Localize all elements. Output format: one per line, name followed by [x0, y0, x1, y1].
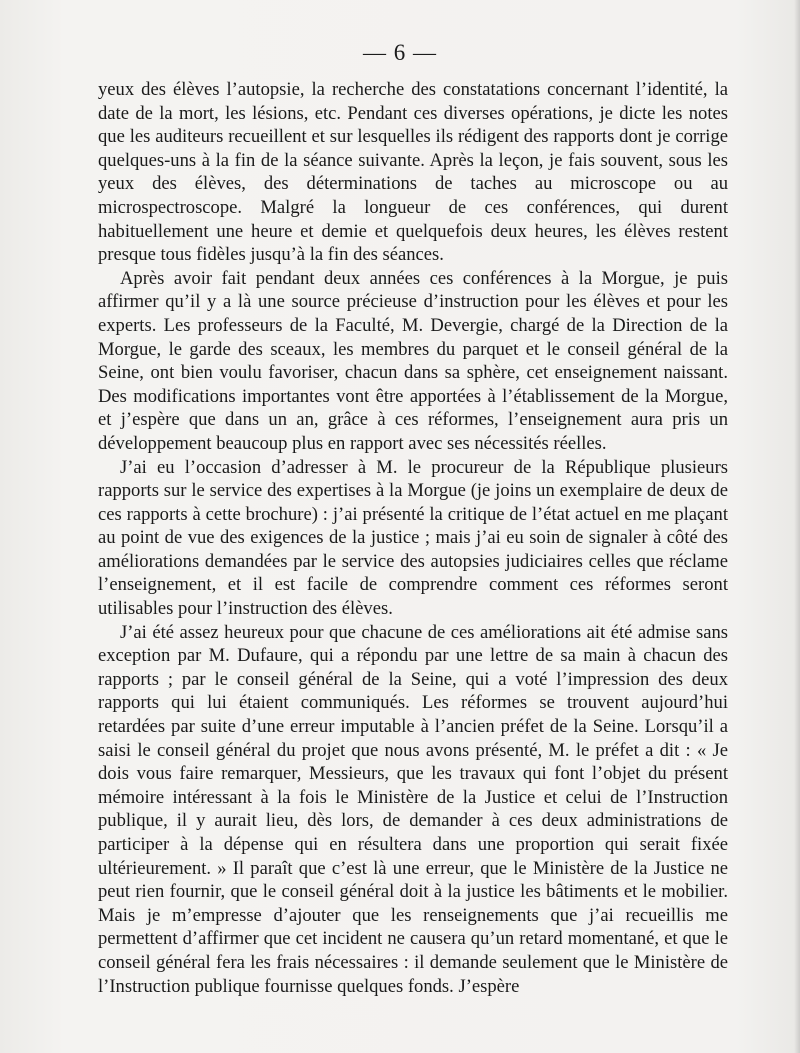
paragraph-4: J’ai été assez heureux pour que chacune de ces améliorations ait été admise sans exception par M. Dufaure, qui a répondu par une lettre de sa main à chacun des rapports ; par le conseil général de la Seine, qui a voté l’impression des deux rapports qui lui étaient communiqués. Les réformes se trouvent aujourd’hui retardées par suite d’une erreur imputable à l’ancien préfet de la Seine. Lorsqu’il a saisi le conseil général du projet que nous avons présenté, M. le préfet a dit : « Je dois vous faire remarquer, Messieurs, que les travaux qui font l’objet du présent mémoire intéressant à la fois le Ministère de la Justice et celui de l’Instruction publique, il y aurait lieu, dès lors, de demander à ces deux administrations de participer à la dépense qui en résultera dans une proportion qui serait fixée ultérieurement. » Il paraît que c’est là une erreur, que le Ministère de la Justice ne peut rien fournir, que le conseil général doit à la justice les bâtiments et le mobilier. Mais je m’empresse d’ajouter que les renseignements que j’ai recueillis me permettent d’affirmer que cet incident ne causera qu’un retard momentané, et que le conseil général fera les frais nécessaires : il demande seulement que le Ministère de l’Instruction publique fournisse quelques fonds. J’espère: [98, 621, 728, 997]
body-text: [98, 78, 728, 998]
paragraph-3: J’ai eu l’occasion d’adresser à M. le procureur de la République plusieurs rapports sur le service des expertises à la Morgue (je joins un exemplaire de deux de ces rapports à cette brochure) : j’ai présenté la critique de l’état actuel en me plaçant au point de vue des exigences de la justice ; mais j’ai eu soin de signaler à côté des améliorations demandées par le service des autopsies judiciaires celles que réclame l’enseignement, et il est facile de comprendre comment ces réformes seront utilisables pour l’instruction des élèves.: [98, 456, 728, 620]
page-number: — 6 —: [363, 40, 437, 65]
paragraph-1: yeux des élèves l’autopsie, la recherche des constatations concernant l’identité, la date de la mort, les lésions, etc. Pendant ces diverses opérations, je dicte les notes que les auditeurs recueillent et sur lesquelles ils rédigent des rapports dont je corrige quelques-uns à la fin de la séance suivante. Après la leçon, je fais souvent, sous les yeux des élèves, des déterminations de taches au microscope ou au microspectroscope. Malgré la longueur de ces conférences, qui durent habituellement une heure et demie et quelquefois deux heures, les élèves restent presque tous fidèles jusqu’à la fin des séances.: [98, 79, 728, 266]
page-edge-shadow: [794, 0, 800, 1053]
paragraph-2: Après avoir fait pendant deux années ces conférences à la Morgue, je puis affirmer qu’il y a là une source précieuse d’instruction pour les élèves et pour les experts. Les professeurs de la Faculté, M. Devergie, chargé de la Direction de la Morgue, le garde des sceaux, les membres du parquet et le conseil général de la Seine, ont bien voulu favoriser, chacun dans sa sphère, cet enseignement naissant. Des modifications importantes vont être apportées à l’établissement de la Morgue, et j’espère que dans un an, grâce à ces réformes, l’enseignement aura pris un développement beaucoup plus en rapport avec ses nécessités réelles.: [98, 267, 728, 454]
